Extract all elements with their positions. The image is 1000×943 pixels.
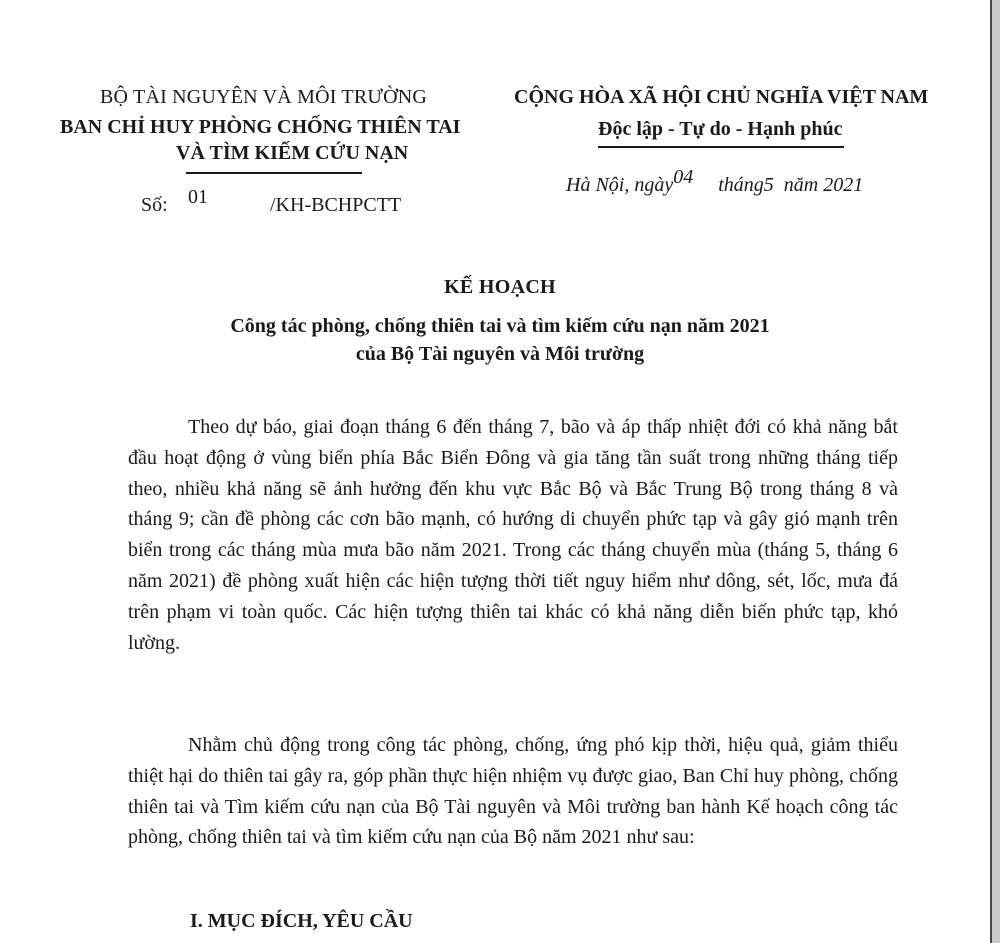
ministry-name: BỘ TÀI NGUYÊN VÀ MÔI TRƯỜNG — [100, 86, 428, 108]
document-title-line1: Công tác phòng, chống thiên tai và tìm kiếm cứu nạn năm 2021 — [230, 315, 770, 337]
section-heading-1: I. MỤC ĐÍCH, YÊU CẦU — [190, 910, 413, 932]
republic-title: CỘNG HÒA XÃ HỘI CHỦ NGHĨA VIỆT NAM — [514, 86, 929, 108]
date-month-label: tháng — [718, 174, 764, 196]
date-day: 04 — [673, 166, 694, 188]
national-motto: Độc lập - Tự do - Hạnh phúc — [598, 118, 843, 140]
right-header-rule — [598, 146, 844, 148]
office-name-line2: VÀ TÌM KIẾM CỨU NẠN — [176, 142, 409, 164]
page-edge-shadow — [992, 0, 1000, 943]
body-paragraph-1: Theo dự báo, giai đoạn tháng 6 đến tháng 7, bão và áp thấp nhiệt đới có khả năng bắt đầu hoạt động ở vùng biển phía Bắc Biển Đông và gia tăng tần suất trong những tháng tiếp theo, nhiều khả năng sẽ ảnh hưởng đến khu vực Bắc Bộ và Bắc Trung Bộ trong tháng 8 và tháng 9; cần đề phòng các cơn bão mạnh, có hướng di chuyển phức tạp và gây gió mạnh trên biển trong các tháng mùa mưa bão năm 2021. Trong các tháng chuyển mùa (tháng 5, tháng 6 năm 2021) đề phòng xuất hiện các hiện tượng thời tiết nguy hiểm như dông, sét, lốc, mưa đá trên phạm vi toàn quốc. Các hiện tượng thiên tai khác có khả năng diễn biến phức tạp, khó lường. — [128, 416, 898, 654]
document-title-line2: của Bộ Tài nguyên và Môi trường — [355, 343, 645, 365]
date-prefix: Hà Nội, ngày — [566, 174, 674, 196]
document-number-label: Số: — [141, 194, 168, 216]
page-edge — [990, 0, 992, 943]
office-name-line1: BAN CHỈ HUY PHÒNG CHỐNG THIÊN TAI — [60, 116, 461, 138]
date-year: năm 2021 — [783, 174, 864, 196]
document-type: KẾ HOẠCH — [444, 276, 556, 298]
date-month: 5 — [763, 174, 774, 196]
left-header-rule — [186, 172, 362, 174]
document-number-suffix: /KH-BCHPCTT — [270, 194, 402, 216]
issue-date — [566, 166, 864, 197]
document-number-value: 01 — [188, 186, 208, 208]
body-paragraph-2: Nhằm chủ động trong công tác phòng, chống, ứng phó kịp thời, hiệu quả, giảm thiểu thiệt hại do thiên tai gây ra, góp phần thực hiện nhiệm vụ được giao, Ban Chỉ huy phòng, chống thiên tai và Tìm kiếm cứu nạn của Bộ Tài nguyên và Môi trường ban hành Kế hoạch công tác phòng, chống thiên tai và tìm kiếm cứu nạn của Bộ năm 2021 như sau: — [128, 734, 898, 849]
